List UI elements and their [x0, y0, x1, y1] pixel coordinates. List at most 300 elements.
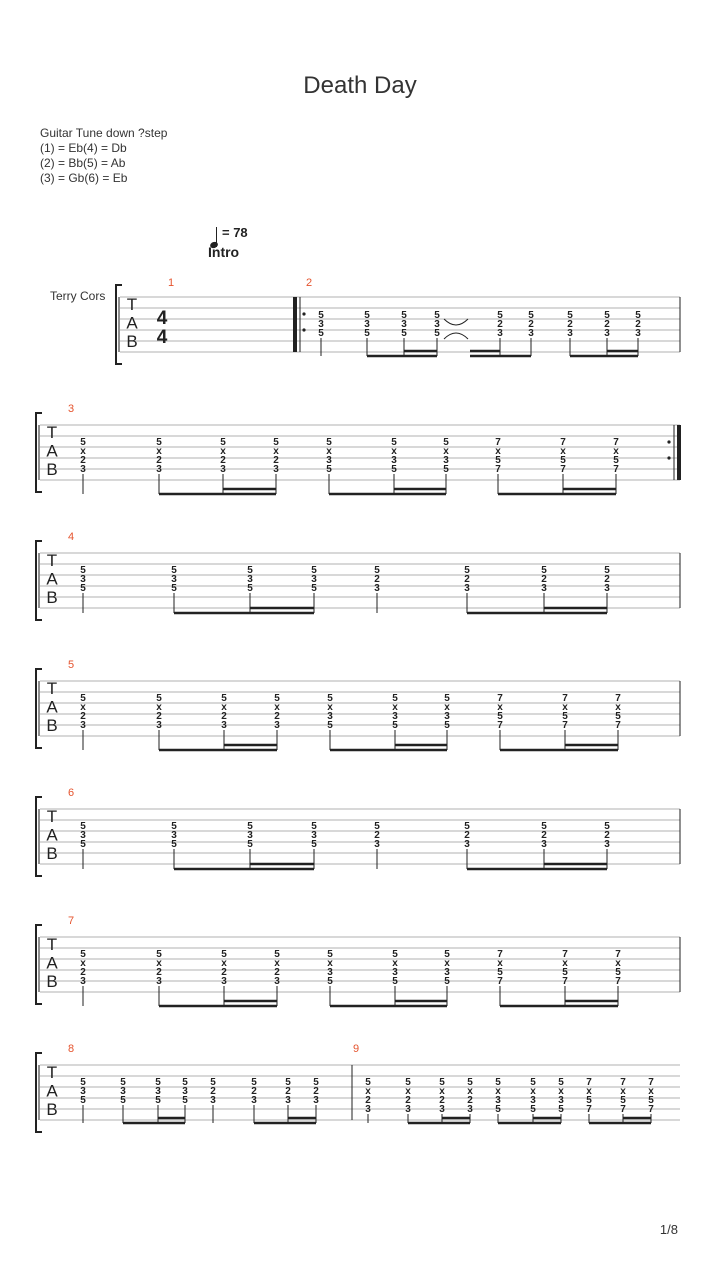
fret-number: 2 [210, 1086, 216, 1097]
fret-number: 3 [464, 839, 470, 850]
fret-number: 5 [156, 437, 162, 448]
fret-number: 5 [311, 565, 317, 576]
fret-number: 3 [391, 455, 397, 466]
fret-number: 5 [635, 310, 641, 321]
fret-number: x [444, 702, 450, 713]
fret-number: 3 [405, 1104, 411, 1115]
fret-number: 5 [434, 310, 440, 321]
fret-number: 2 [251, 1086, 257, 1097]
tie-symbol [444, 319, 468, 339]
fret-number: 3 [171, 830, 177, 841]
fret-number: 5 [495, 1104, 501, 1115]
fret-number: 3 [273, 464, 279, 475]
fret-number: 3 [221, 976, 227, 987]
fret-number: 5 [120, 1095, 126, 1106]
fret-number: 5 [604, 565, 610, 576]
fret-number: 7 [620, 1104, 626, 1115]
fret-number: 5 [327, 693, 333, 704]
fret-number: 2 [405, 1095, 411, 1106]
fret-number: 5 [156, 693, 162, 704]
fret-number: 7 [615, 693, 621, 704]
fret-number: 7 [562, 720, 568, 731]
fret-number: 2 [467, 1095, 473, 1106]
fret-number: 5 [120, 1077, 126, 1088]
fret-number: 2 [365, 1095, 371, 1106]
fret-number: 5 [443, 437, 449, 448]
fret-number: 5 [80, 583, 86, 594]
tab-clef-letter: B [46, 971, 58, 991]
fret-number: 3 [80, 830, 86, 841]
tab-clef-letter: A [46, 953, 58, 973]
fret-number: x [495, 1086, 501, 1097]
fret-number: 2 [274, 711, 280, 722]
fret-number: 3 [392, 967, 398, 978]
fret-number: 5 [326, 464, 332, 475]
fret-number: 3 [80, 720, 86, 731]
tuning-line: Guitar Tune down ?step [40, 126, 168, 140]
fret-number: 5 [155, 1077, 161, 1088]
fret-number: 2 [635, 319, 641, 330]
fret-number: 7 [497, 693, 503, 704]
fret-number: x [467, 1086, 473, 1097]
tempo-value: = 78 [222, 225, 248, 240]
tab-clef-letter: B [46, 587, 58, 607]
fret-number: 2 [156, 711, 162, 722]
tab-clef-letter: T [46, 935, 58, 955]
fret-number: 3 [434, 319, 440, 330]
fret-number: 7 [648, 1077, 654, 1088]
fret-number: x [221, 702, 227, 713]
fret-number: x [80, 446, 86, 457]
fret-number: 5 [374, 565, 380, 576]
measure-number: 3 [68, 403, 75, 415]
fret-number: 5 [221, 693, 227, 704]
fret-number: 5 [221, 949, 227, 960]
tab-clef-letter: A [46, 441, 58, 461]
fret-number: 5 [327, 949, 333, 960]
fret-number: 7 [615, 720, 621, 731]
measure-number: 4 [68, 531, 75, 543]
fret-number: 5 [541, 565, 547, 576]
fret-number: x [273, 446, 279, 457]
fret-number: x [497, 702, 503, 713]
fret-number: 3 [274, 720, 280, 731]
tab-clef-letter: B [46, 1099, 58, 1119]
fret-number: 5 [80, 565, 86, 576]
fret-number: x [80, 702, 86, 713]
fret-number: 3 [439, 1104, 445, 1115]
fret-number: 7 [560, 464, 566, 475]
fret-number: 3 [247, 830, 253, 841]
tab-clef-letter: A [46, 569, 58, 589]
fret-number: x [156, 958, 162, 969]
fret-number: 5 [318, 310, 324, 321]
fret-number: 3 [444, 711, 450, 722]
fret-number: 3 [604, 839, 610, 850]
fret-number: 3 [120, 1086, 126, 1097]
fret-number: 5 [80, 437, 86, 448]
measure-number: 2 [306, 277, 313, 289]
fret-number: 5 [439, 1077, 445, 1088]
measure-number: 1 [168, 277, 175, 289]
fret-number: 5 [443, 464, 449, 475]
fret-number: x [439, 1086, 445, 1097]
fret-number: 3 [444, 967, 450, 978]
fret-number: 2 [156, 455, 162, 466]
fret-number: 2 [374, 830, 380, 841]
fret-number: x [615, 958, 621, 969]
fret-number: 7 [615, 949, 621, 960]
fret-number: 3 [541, 583, 547, 594]
fret-number: x [326, 446, 332, 457]
fret-number: 5 [247, 821, 253, 832]
fret-number: 7 [586, 1077, 592, 1088]
fret-number: 2 [274, 967, 280, 978]
fret-number: 3 [221, 720, 227, 731]
fret-number: x [220, 446, 226, 457]
fret-number: x [274, 702, 280, 713]
fret-number: x [443, 446, 449, 457]
fret-number: 3 [604, 328, 610, 339]
fret-number: 2 [567, 319, 573, 330]
fret-number: 3 [80, 464, 86, 475]
fret-number: 5 [171, 565, 177, 576]
fret-number: 5 [392, 693, 398, 704]
fret-number: 2 [80, 967, 86, 978]
fret-number: x [530, 1086, 536, 1097]
fret-number: 7 [562, 949, 568, 960]
fret-number: 3 [467, 1104, 473, 1115]
fret-number: 5 [247, 565, 253, 576]
repeat-dot [667, 440, 670, 443]
fret-number: 5 [586, 1095, 592, 1106]
repeat-dot [302, 312, 305, 315]
tab-clef-letter: T [46, 551, 58, 571]
fret-number: 2 [604, 574, 610, 585]
fret-number: 2 [497, 319, 503, 330]
fret-number: 2 [273, 455, 279, 466]
fret-number: 3 [604, 583, 610, 594]
fret-number: 3 [210, 1095, 216, 1106]
fret-number: 3 [313, 1095, 319, 1106]
page-number: 1/8 [659, 1222, 678, 1237]
fret-number: 5 [285, 1077, 291, 1088]
fret-number: 5 [274, 949, 280, 960]
fret-number: 3 [247, 574, 253, 585]
fret-number: 7 [562, 976, 568, 987]
fret-number: 3 [365, 1104, 371, 1115]
fret-number: 7 [613, 464, 619, 475]
fret-number: 5 [313, 1077, 319, 1088]
fret-number: 5 [364, 328, 370, 339]
fret-number: 5 [562, 711, 568, 722]
fret-number: 5 [467, 1077, 473, 1088]
fret-number: 7 [497, 976, 503, 987]
fret-number: 5 [558, 1104, 564, 1115]
fret-number: 3 [530, 1095, 536, 1106]
tab-clef-letter: B [46, 715, 58, 735]
fret-number: 3 [558, 1095, 564, 1106]
fret-number: 2 [220, 455, 226, 466]
fret-number: x [648, 1086, 654, 1097]
fret-number: 5 [401, 310, 407, 321]
fret-number: 2 [464, 830, 470, 841]
tuning-line: (2) = Bb(5) = Ab [40, 156, 126, 170]
time-signature-bottom: 4 [156, 327, 168, 348]
fret-number: x [392, 702, 398, 713]
fret-number: x [562, 702, 568, 713]
fret-number: 5 [155, 1095, 161, 1106]
fret-number: 5 [80, 1095, 86, 1106]
fret-number: 3 [80, 976, 86, 987]
fret-number: 7 [620, 1077, 626, 1088]
fret-number: 5 [80, 1077, 86, 1088]
fret-number: 3 [374, 583, 380, 594]
fret-number: 2 [541, 830, 547, 841]
repeat-dot [302, 328, 305, 331]
tab-clef-letter: B [46, 459, 58, 479]
fret-number: 5 [80, 949, 86, 960]
fret-number: 5 [374, 821, 380, 832]
fret-number: 3 [80, 574, 86, 585]
fret-number: 5 [497, 310, 503, 321]
fret-number: 5 [318, 328, 324, 339]
fret-number: 3 [274, 976, 280, 987]
fret-number: 5 [434, 328, 440, 339]
fret-number: x [156, 702, 162, 713]
fret-number: 5 [311, 821, 317, 832]
fret-number: 5 [182, 1095, 188, 1106]
fret-number: 3 [311, 830, 317, 841]
fret-number: x [392, 958, 398, 969]
fret-number: 2 [464, 574, 470, 585]
fret-number: x [391, 446, 397, 457]
tab-clef-letter: B [46, 843, 58, 863]
fret-number: 3 [392, 711, 398, 722]
fret-number: 7 [562, 693, 568, 704]
fret-number: 2 [80, 711, 86, 722]
fret-number: x [613, 446, 619, 457]
fret-number: 5 [648, 1095, 654, 1106]
fret-number: x [327, 958, 333, 969]
fret-number: 5 [171, 839, 177, 850]
fret-number: 5 [528, 310, 534, 321]
fret-number: 5 [171, 821, 177, 832]
fret-number: 5 [560, 455, 566, 466]
fret-number: 7 [648, 1104, 654, 1115]
fret-number: 3 [80, 1086, 86, 1097]
fret-number: 5 [364, 310, 370, 321]
fret-number: 2 [285, 1086, 291, 1097]
fret-number: 5 [530, 1104, 536, 1115]
fret-number: 2 [221, 711, 227, 722]
fret-number: 5 [444, 720, 450, 731]
fret-number: 3 [318, 319, 324, 330]
fret-number: x [156, 446, 162, 457]
fret-number: 5 [80, 839, 86, 850]
fret-number: 3 [327, 711, 333, 722]
fret-number: 5 [464, 565, 470, 576]
fret-number: 3 [155, 1086, 161, 1097]
fret-number: 2 [528, 319, 534, 330]
fret-number: 5 [391, 437, 397, 448]
repeat-dot [667, 456, 670, 459]
fret-number: 3 [541, 839, 547, 850]
fret-number: 5 [327, 976, 333, 987]
tab-clef-letter: A [46, 825, 58, 845]
fret-number: x [615, 702, 621, 713]
fret-number: x [365, 1086, 371, 1097]
fret-number: 2 [439, 1095, 445, 1106]
fret-number: 5 [497, 967, 503, 978]
fret-number: 5 [613, 455, 619, 466]
fret-number: 2 [221, 967, 227, 978]
fret-number: x [560, 446, 566, 457]
fret-number: 5 [156, 949, 162, 960]
fret-number: 5 [444, 693, 450, 704]
fret-number: 5 [80, 693, 86, 704]
fret-number: 5 [392, 976, 398, 987]
fret-number: 5 [497, 711, 503, 722]
fret-number: 2 [541, 574, 547, 585]
time-signature-top: 4 [156, 308, 168, 329]
fret-number: 3 [497, 328, 503, 339]
tuning-line: (1) = Eb(4) = Db [40, 141, 127, 155]
fret-number: 5 [182, 1077, 188, 1088]
fret-number: 7 [613, 437, 619, 448]
fret-number: 5 [464, 821, 470, 832]
fret-number: 7 [615, 976, 621, 987]
tab-clef-letter: T [46, 423, 58, 443]
fret-number: 5 [495, 1077, 501, 1088]
fret-number: 3 [443, 455, 449, 466]
fret-number: 5 [392, 949, 398, 960]
fret-number: 7 [560, 437, 566, 448]
fret-number: x [620, 1086, 626, 1097]
fret-number: 3 [171, 574, 177, 585]
fret-number: 2 [374, 574, 380, 585]
fret-number: x [274, 958, 280, 969]
fret-number: 5 [444, 949, 450, 960]
fret-number: x [444, 958, 450, 969]
tab-clef-letter: A [46, 1081, 58, 1101]
fret-number: 5 [365, 1077, 371, 1088]
measure-number: 8 [68, 1043, 75, 1055]
fret-number: 5 [567, 310, 573, 321]
fret-number: 3 [401, 319, 407, 330]
fret-number: 5 [558, 1077, 564, 1088]
fret-number: 2 [313, 1086, 319, 1097]
fret-number: x [221, 958, 227, 969]
section-label: Intro [208, 244, 240, 260]
fret-number: 3 [311, 574, 317, 585]
fret-number: x [562, 958, 568, 969]
fret-number: x [497, 958, 503, 969]
fret-number: 5 [604, 310, 610, 321]
fret-number: 3 [495, 1095, 501, 1106]
fret-number: 7 [495, 464, 501, 475]
fret-number: 5 [80, 821, 86, 832]
fret-number: 3 [567, 328, 573, 339]
fret-number: 5 [274, 693, 280, 704]
fret-number: 5 [620, 1095, 626, 1106]
fret-number: 5 [220, 437, 226, 448]
tab-clef-letter: A [46, 697, 58, 717]
song-title: Death Day [303, 72, 417, 99]
tuning-line: (3) = Gb(6) = Eb [40, 171, 128, 185]
fret-number: 3 [156, 976, 162, 987]
fret-number: 3 [251, 1095, 257, 1106]
fret-number: x [327, 702, 333, 713]
fret-number: 2 [604, 830, 610, 841]
fret-number: 5 [311, 839, 317, 850]
measure-number: 7 [68, 915, 75, 927]
fret-number: x [586, 1086, 592, 1097]
fret-number: 3 [374, 839, 380, 850]
fret-number: 5 [247, 839, 253, 850]
fret-number: 3 [326, 455, 332, 466]
fret-number: 3 [156, 464, 162, 475]
fret-number: 3 [464, 583, 470, 594]
fret-number: 3 [220, 464, 226, 475]
tab-clef-letter: T [46, 679, 58, 699]
tab-clef-letter: T [46, 1063, 58, 1083]
fret-number: 5 [405, 1077, 411, 1088]
fret-number: 5 [615, 967, 621, 978]
fret-number: 5 [541, 821, 547, 832]
fret-number: 3 [364, 319, 370, 330]
tab-clef-letter: T [126, 295, 138, 315]
tab-clef-letter: A [126, 313, 138, 333]
fret-number: 7 [586, 1104, 592, 1115]
fret-number: x [405, 1086, 411, 1097]
fret-number: 2 [604, 319, 610, 330]
fret-number: x [495, 446, 501, 457]
measure-number: 6 [68, 787, 75, 799]
fret-number: 5 [326, 437, 332, 448]
fret-number: 5 [392, 720, 398, 731]
fret-number: 5 [327, 720, 333, 731]
measure-number: 9 [353, 1043, 360, 1055]
fret-number: 5 [210, 1077, 216, 1088]
fret-number: 3 [156, 720, 162, 731]
fret-number: x [558, 1086, 564, 1097]
tab-clef-letter: T [46, 807, 58, 827]
fret-number: 5 [311, 583, 317, 594]
fret-number: 5 [495, 455, 501, 466]
fret-number: 3 [635, 328, 641, 339]
fret-number: 5 [247, 583, 253, 594]
fret-number: 3 [528, 328, 534, 339]
fret-number: 2 [80, 455, 86, 466]
fret-number: x [80, 958, 86, 969]
fret-number: 7 [497, 949, 503, 960]
fret-number: 5 [444, 976, 450, 987]
fret-number: 5 [615, 711, 621, 722]
fret-number: 5 [562, 967, 568, 978]
fret-number: 5 [273, 437, 279, 448]
fret-number: 5 [251, 1077, 257, 1088]
fret-number: 5 [604, 821, 610, 832]
fret-number: 5 [391, 464, 397, 475]
measure-number: 5 [68, 659, 75, 671]
fret-number: 3 [182, 1086, 188, 1097]
fret-number: 5 [401, 328, 407, 339]
fret-number: 5 [530, 1077, 536, 1088]
fret-number: 5 [171, 583, 177, 594]
fret-number: 7 [497, 720, 503, 731]
fret-number: 3 [327, 967, 333, 978]
